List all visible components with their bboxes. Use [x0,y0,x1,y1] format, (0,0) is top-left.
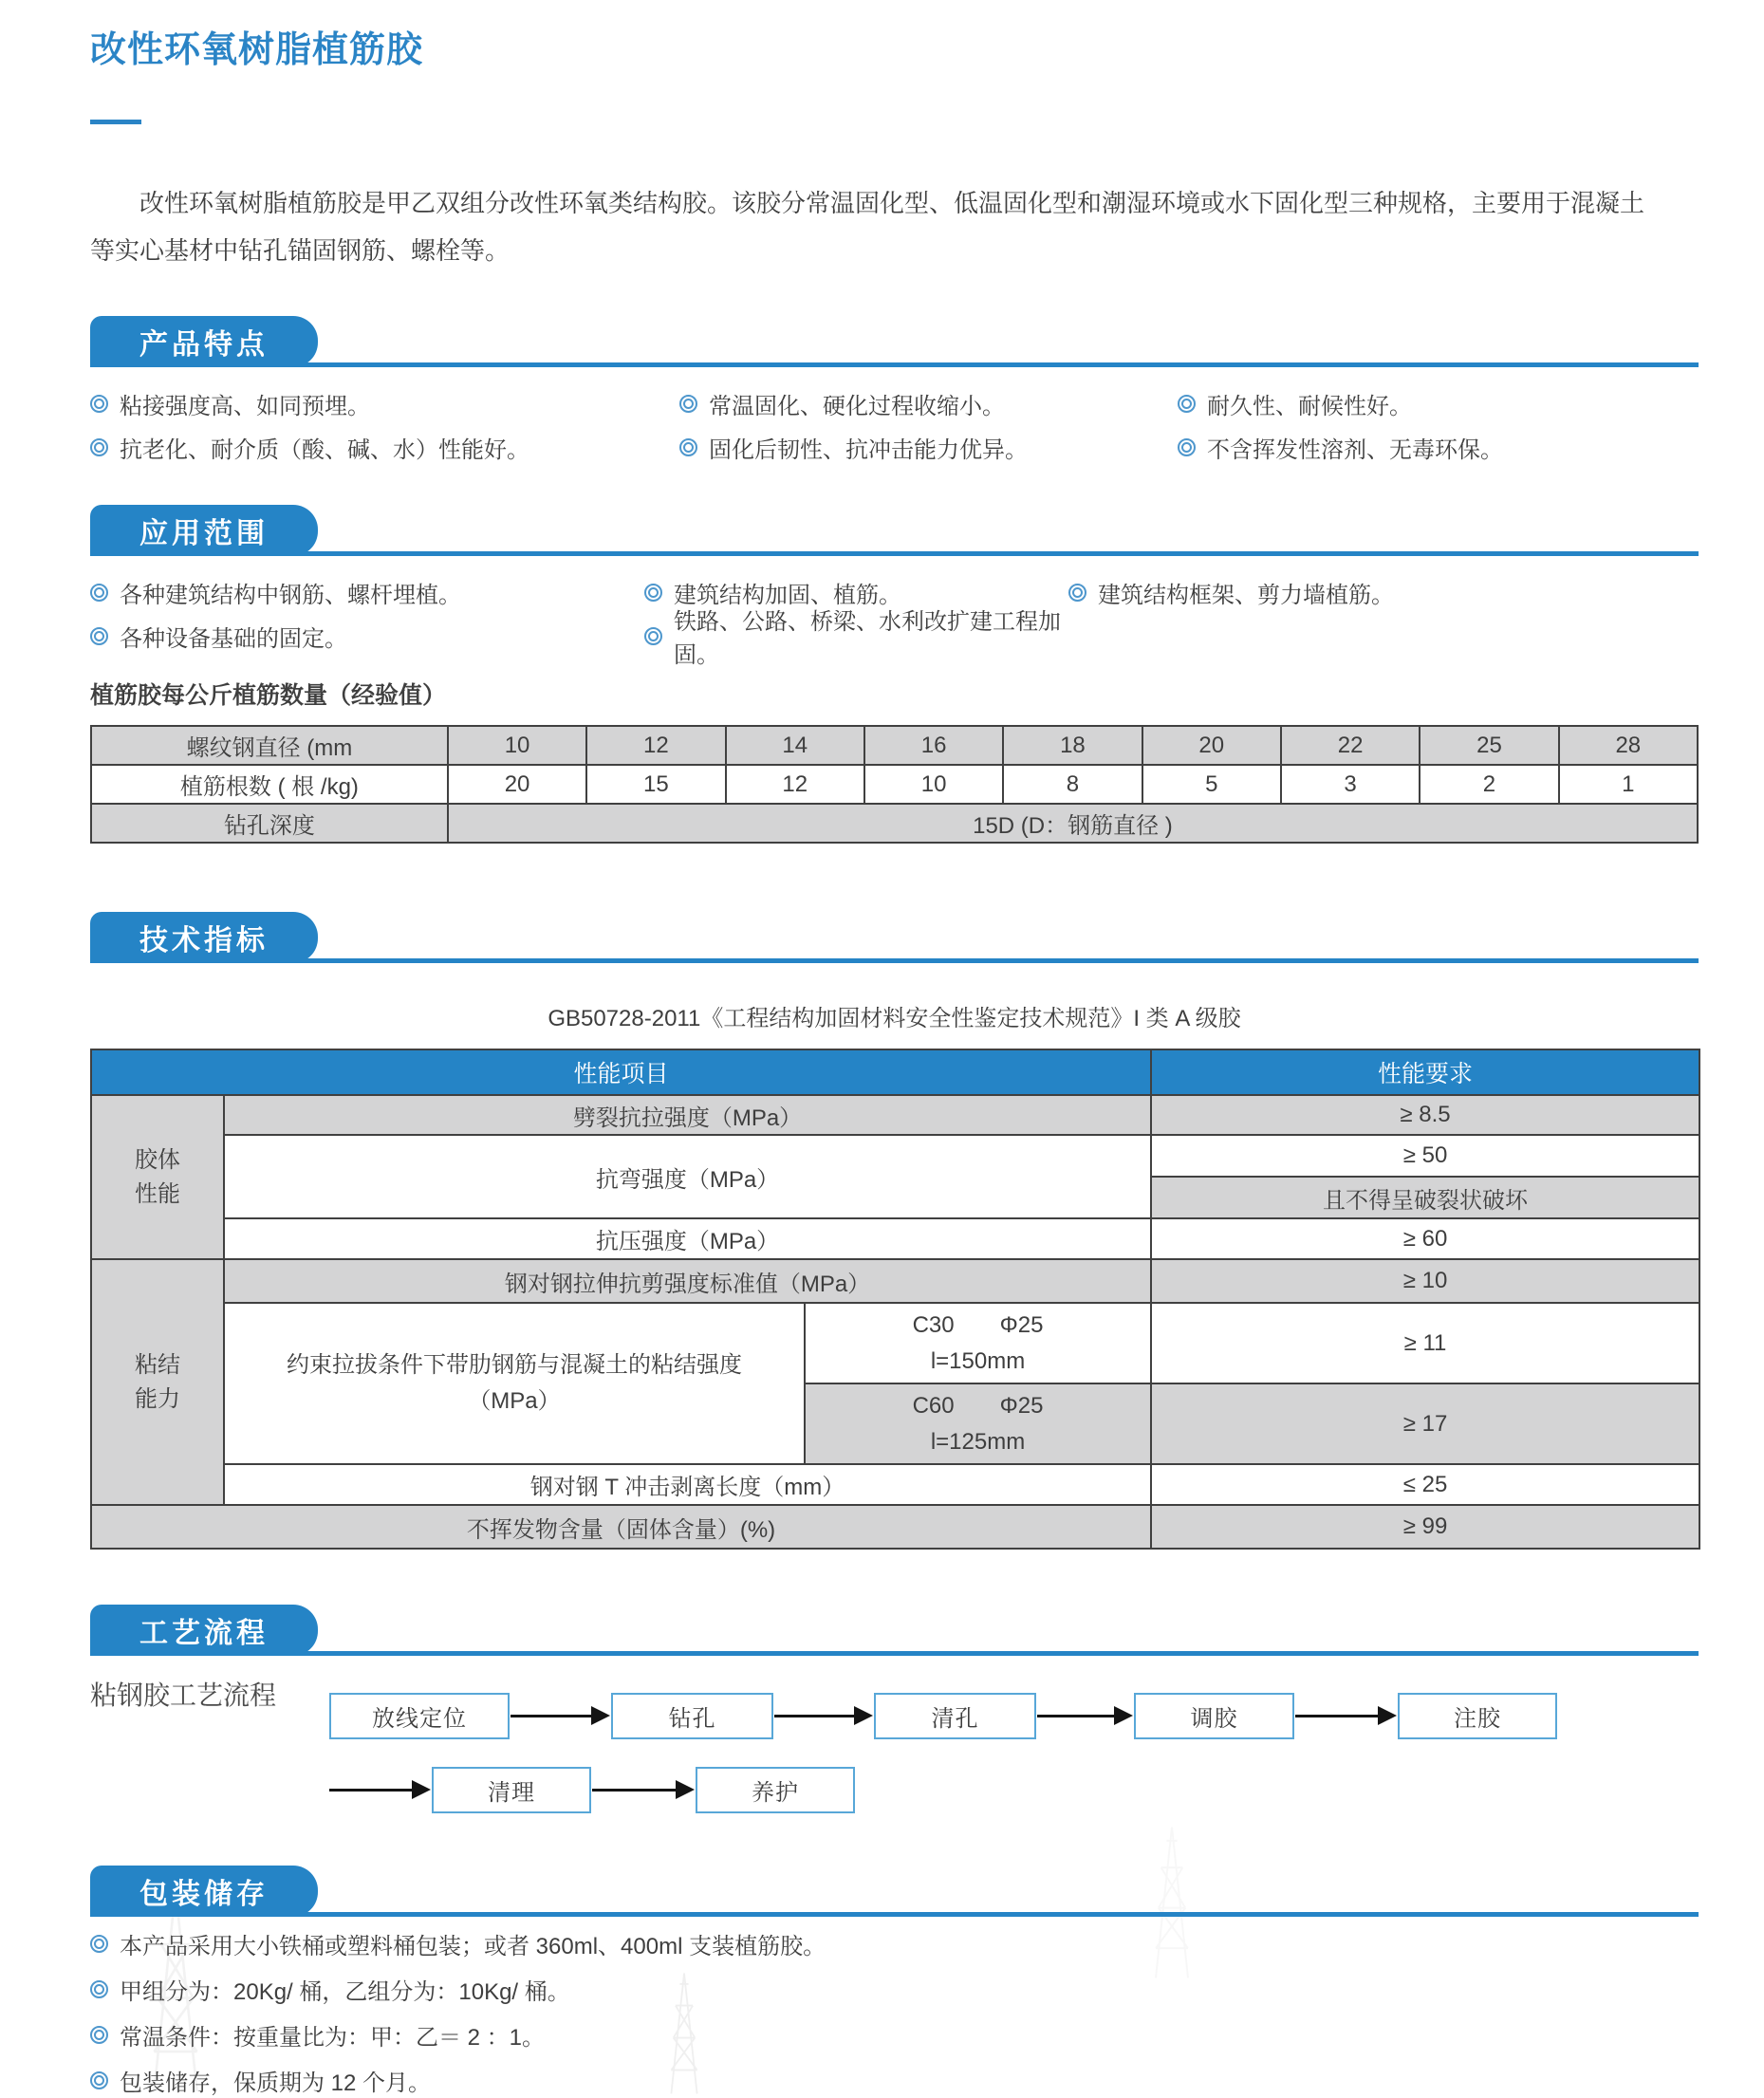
storage-text: 常温条件：按重量比为：甲：乙＝ 2 ：1。 [120,2024,546,2051]
bullet-icon [679,438,697,456]
spec-item: 抗弯强度（MPa） [224,1135,1151,1218]
feature-text: 固化后韧性、抗冲击能力优异。 [709,436,1028,463]
depth-value: 15D (D：钢筋直径 ) [448,804,1698,843]
flow-step-mix-glue: 调胶 [1134,1693,1294,1739]
section-rule [90,958,1699,963]
applications-tab: 应用范围 [90,505,318,556]
bullet-icon [1068,584,1086,602]
specs-tab: 技术指标 [90,912,318,963]
spec-requirement: ≥ 10 [1151,1259,1699,1303]
storage-text: 甲组分为：20Kg/ 桶，乙组分为：10Kg/ 桶。 [120,1978,570,2005]
flow-step-clean-hole: 清孔 [874,1693,1036,1739]
feature-text: 粘接强度高、如同预埋。 [120,393,370,419]
flow-step-curing: 养护 [696,1767,855,1813]
count-value: 15 [586,765,725,804]
spec-row-split-tensile [91,1095,1699,1135]
flow-step-layout: 放线定位 [329,1693,510,1739]
count-value: 12 [726,765,864,804]
row-label: 螺纹钢直径 (mm [91,726,448,765]
storage-item [90,1929,1699,1958]
spec-subcondition: C60 Φ25 l=125mm [805,1383,1151,1464]
section-header-process [90,1605,1699,1656]
spec-requirement: ≥ 60 [1151,1218,1699,1259]
storage-text: 本产品采用大小铁桶或塑料桶包装；或者 360ml、400ml 支装植筋胶。 [120,1933,826,1959]
bullet-icon [1178,395,1196,413]
diameter-value: 10 [448,726,586,765]
section-rule [90,551,1699,556]
spec-row-flexural [91,1135,1699,1177]
bullet-icon [90,2071,108,2089]
feature-item [1178,389,1699,418]
spec-row-bond-c30 [91,1303,1699,1383]
diameter-value: 18 [1003,726,1142,765]
diameter-value: 14 [726,726,864,765]
row-label: 钻孔深度 [91,804,448,843]
flow-step-inject-glue: 注胶 [1398,1693,1557,1739]
application-item [644,609,1068,668]
feature-item [90,389,679,418]
flow-step-drill: 钻孔 [611,1693,773,1739]
spec-requirement: ≤ 25 [1151,1464,1699,1505]
table-row-depth [91,804,1698,843]
flow-arrow-icon [1295,1715,1379,1717]
spec-row-compressive [91,1218,1699,1259]
bullet-icon [644,584,662,602]
bullet-icon [90,1980,108,1998]
section-rule [90,362,1699,367]
feature-text: 不含挥发性溶剂、无毒环保。 [1207,436,1503,463]
application-text: 建筑结构加固、植筋。 [674,582,901,608]
spec-requirement: ≥ 8.5 [1151,1095,1699,1135]
diameter-value: 22 [1281,726,1420,765]
count-value: 8 [1003,765,1142,804]
flow-arrow-icon [511,1715,592,1717]
process-subtitle: 粘钢胶工艺流程 [90,1680,277,1710]
spec-subcondition: C30 Φ25 l=150mm [805,1303,1151,1383]
application-text: 建筑结构框架、剪力墙植筋。 [1098,582,1394,608]
count-value: 1 [1559,765,1698,804]
bullet-icon [90,584,108,602]
diameter-value: 16 [864,726,1003,765]
features-list [90,389,1699,461]
diameter-value: 25 [1420,726,1558,765]
bullet-icon [90,627,108,645]
page-title: 改性环氧树脂植筋胶 [90,30,424,70]
application-text: 各种设备基础的固定。 [120,625,347,652]
feature-item [90,433,679,461]
spec-row-solids [91,1505,1699,1549]
standard-note: GB50728-2011《工程结构加固材料安全性鉴定技术规范》I 类 A 级胶 [548,1006,1241,1031]
application-item [1068,578,1699,606]
spec-requirement: ≥ 17 [1151,1383,1699,1464]
diameter-value: 20 [1142,726,1281,765]
storage-item [90,2066,1699,2094]
flow-arrow-icon [592,1789,677,1792]
column-header-item: 性能项目 [91,1049,1151,1095]
spec-item: 钢对钢 T 冲击剥离长度（mm） [224,1464,1151,1505]
process-tab: 工艺流程 [90,1605,318,1656]
spec-item: 抗压强度（MPa） [224,1218,1151,1259]
section-header-applications [90,505,1699,556]
rebar-table-caption: 植筋胶每公斤植筋数量（经验值） [90,682,447,709]
bullet-icon [679,395,697,413]
spec-requirement: ≥ 50 [1151,1135,1699,1177]
content-area [90,0,1699,2094]
bullet-icon [90,2026,108,2044]
spec-row-peel [91,1464,1699,1505]
storage-text: 包装储存，保质期为 12 个月。 [120,2070,432,2096]
section-header-storage [90,1866,1699,1917]
count-value: 10 [864,765,1003,804]
flow-arrow-icon [774,1715,855,1717]
application-text: 各种建筑结构中钢筋、螺杆埋植。 [120,582,461,608]
flow-step-cleanup: 清理 [432,1767,591,1813]
spec-header-row [91,1049,1699,1095]
diameter-value: 12 [586,726,725,765]
bullet-icon [644,627,662,645]
application-item [90,578,644,606]
row-label: 植筋根数 ( 根 /kg) [91,765,448,804]
table-row-diameter [91,726,1698,765]
spec-item: 不挥发物含量（固体含量）(%) [91,1505,1151,1549]
feature-text: 耐久性、耐候性好。 [1207,393,1412,419]
storage-item [90,1975,1699,2003]
count-value: 20 [448,765,586,804]
flow-arrow-icon [1037,1715,1115,1717]
spec-requirement: ≥ 11 [1151,1303,1699,1383]
count-value: 2 [1420,765,1558,804]
title-underline [90,120,141,124]
bullet-icon [90,438,108,456]
section-header-specs [90,912,1699,963]
bullet-icon [90,395,108,413]
table-row-count [91,765,1698,804]
feature-item [679,433,1178,461]
feature-text: 常温固化、硬化过程收缩小。 [709,393,1005,419]
spec-requirement: ≥ 99 [1151,1505,1699,1549]
bullet-icon [1178,438,1196,456]
section-rule [90,1912,1699,1917]
applications-list [90,578,1699,668]
diameter-value: 28 [1559,726,1698,765]
spec-item: 约束拉拔条件下带肋钢筋与混凝土的粘结强度 （MPa） [224,1303,805,1464]
section-header-features [90,316,1699,367]
application-text: 铁路、公路、桥梁、水利改扩建工程加固。 [674,609,1061,668]
count-value: 5 [1142,765,1281,804]
bullet-icon [90,1935,108,1953]
rebar-count-table [90,725,1699,844]
count-value: 3 [1281,765,1420,804]
spec-row-shear [91,1259,1699,1303]
features-tab: 产品特点 [90,316,318,367]
process-flowchart [90,1656,1699,1817]
column-header-requirement: 性能要求 [1151,1049,1699,1095]
spec-item: 钢对钢拉伸抗剪强度标准值（MPa） [224,1259,1151,1303]
spec-requirement-note: 且不得呈破裂状破坏 [1151,1177,1699,1218]
application-item [90,622,644,650]
storage-list [90,1929,1699,2094]
storage-tab: 包装储存 [90,1866,318,1917]
feature-text: 抗老化、耐介质（酸、碱、水）性能好。 [120,436,529,463]
storage-item [90,2020,1699,2049]
flow-arrow-icon [329,1789,413,1792]
feature-item [1178,433,1699,461]
feature-item [679,389,1178,418]
group-cell-bond: 粘结能力 [91,1259,224,1505]
spec-table [90,1049,1700,1550]
spec-item: 劈裂抗拉强度（MPa） [224,1095,1151,1135]
intro-paragraph: 改性环氧树脂植筋胶是甲乙双组分改性环氧类结构胶。该胶分常温固化型、低温固化型和潮湿环境或水下固化型三种规格，主要用于混凝土等实心基材中钻孔锚固钢筋、螺栓等。 [90,189,1645,265]
group-cell-body: 胶体性能 [91,1095,224,1259]
